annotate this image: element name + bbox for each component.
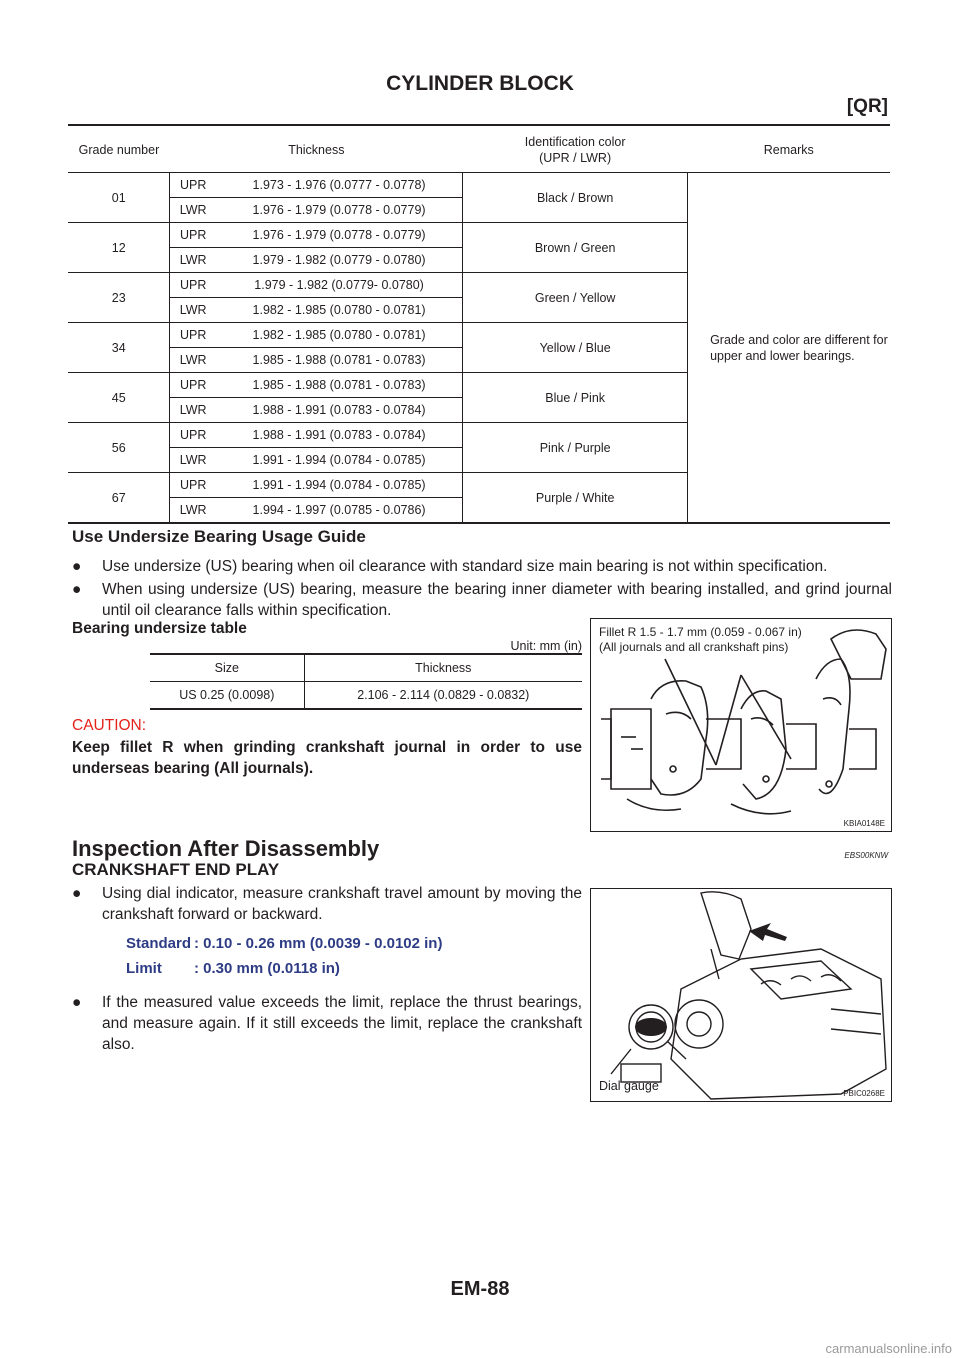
- identification-color: Blue / Pink: [463, 373, 688, 423]
- lwr-label: LWR: [170, 498, 216, 524]
- lwr-thickness: 1.982 - 1.985 (0.0780 - 0.0781): [216, 298, 463, 323]
- upr-thickness: 1.991 - 1.994 (0.0784 - 0.0785): [216, 473, 463, 498]
- upr-thickness: 1.985 - 1.988 (0.0781 - 0.0783): [216, 373, 463, 398]
- lwr-thickness: 1.985 - 1.988 (0.0781 - 0.0783): [216, 348, 463, 373]
- upr-thickness: 1.982 - 1.985 (0.0780 - 0.0781): [216, 323, 463, 348]
- lwr-label: LWR: [170, 248, 216, 273]
- identification-color: Yellow / Blue: [463, 323, 688, 373]
- figure-code: KBIA0148E: [843, 819, 885, 828]
- header-identification-color: Identification color (UPR / LWR): [463, 128, 688, 173]
- page-number: EM-88: [450, 1278, 510, 1300]
- identification-color: Green / Yellow: [463, 273, 688, 323]
- undersize-header-thickness: Thickness: [304, 654, 582, 682]
- table-row: [150, 682, 582, 710]
- page-title: CYLINDER BLOCK: [386, 72, 574, 95]
- header-grade-number: Grade number: [68, 128, 170, 173]
- inspection-heading: Inspection After Disassembly: [72, 836, 380, 861]
- undersize-table-title: Bearing undersize table: [72, 620, 247, 637]
- crankshaft-illustration: [591, 619, 891, 831]
- undersize-table-unit: Unit: mm (in): [510, 639, 582, 653]
- upr-label: UPR: [170, 473, 216, 498]
- caution-text: Keep fillet R when grinding crankshaft journal in order to use underseas bearing (All journals).: [72, 739, 582, 777]
- caution-label: CAUTION:: [72, 717, 147, 734]
- upr-label: UPR: [170, 223, 216, 248]
- lwr-label: LWR: [170, 348, 216, 373]
- upr-thickness: 1.976 - 1.979 (0.0778 - 0.0779): [216, 223, 463, 248]
- lwr-label: LWR: [170, 298, 216, 323]
- lwr-label: LWR: [170, 448, 216, 473]
- grade-number: 01: [111, 190, 126, 205]
- header-remarks: Remarks: [688, 128, 890, 173]
- remarks: Grade and color are different for upper and lower bearings.: [688, 173, 890, 524]
- header-thickness: Thickness: [170, 128, 463, 173]
- grade-number: 23: [68, 273, 170, 323]
- grade-number: 34: [68, 323, 170, 373]
- grade-number: 12: [68, 223, 170, 273]
- lwr-label: LWR: [170, 398, 216, 423]
- upr-label: UPR: [170, 423, 216, 448]
- dial-gauge-figure: [590, 888, 892, 1102]
- undersize-header-size: Size: [150, 654, 304, 682]
- upr-thickness: 1.988 - 1.991 (0.0783 - 0.0784): [216, 423, 463, 448]
- grade-number: 45: [68, 373, 170, 423]
- bullet-icon: ●: [72, 581, 82, 598]
- lwr-thickness: 1.976 - 1.979 (0.0778 - 0.0779): [216, 198, 463, 223]
- fillet-caption: Fillet R 1.5 - 1.7 mm (0.059 - 0.067 in) (All journals and all crankshaft pins): [599, 625, 802, 654]
- undersize-thickness: 2.106 - 2.114 (0.0829 - 0.0832): [304, 682, 582, 710]
- lwr-thickness: 1.991 - 1.994 (0.0784 - 0.0785): [216, 448, 463, 473]
- grade-table-header: [68, 128, 890, 173]
- bullet-icon: ●: [72, 885, 82, 902]
- lwr-thickness: 1.979 - 1.982 (0.0779 - 0.0780): [216, 248, 463, 273]
- upr-label: UPR: [170, 373, 216, 398]
- watermark: carmanualsonline.info: [825, 1341, 952, 1356]
- header-rule: [68, 124, 890, 126]
- model-tag: [QR]: [846, 96, 888, 117]
- spec-limit: Limit : 0.30 mm (0.0118 in): [126, 960, 340, 977]
- identification-color: Black / Brown: [463, 173, 688, 223]
- end-play-subheading: CRANKSHAFT END PLAY: [72, 860, 280, 879]
- lwr-label: LWR: [170, 198, 216, 223]
- upr-thickness: 1.979 - 1.982 (0.0779- 0.0780): [216, 273, 463, 298]
- grade-number: 67: [68, 473, 170, 524]
- upr-label: UPR: [170, 173, 216, 198]
- upr-label: UPR: [170, 323, 216, 348]
- identification-color: Purple / White: [463, 473, 688, 524]
- undersize-table: [150, 653, 582, 710]
- upr-label: UPR: [170, 273, 216, 298]
- dial-gauge-caption: Dial gauge: [599, 1079, 659, 1093]
- spec-standard: Standard : 0.10 - 0.26 mm (0.0039 - 0.0102 in): [126, 935, 443, 952]
- grade-number: 56: [68, 423, 170, 473]
- bearing-grade-table: [68, 128, 890, 524]
- undersize-heading: Use Undersize Bearing Usage Guide: [72, 527, 366, 546]
- lwr-thickness: 1.988 - 1.991 (0.0783 - 0.0784): [216, 398, 463, 423]
- upr-thickness: 1.973 - 1.976 (0.0777 - 0.0778): [252, 178, 426, 192]
- identification-color: Brown / Green: [463, 223, 688, 273]
- identification-color: Pink / Purple: [463, 423, 688, 473]
- undersize-size: US 0.25 (0.0098): [150, 682, 304, 710]
- section-code: EBS00KNW: [844, 851, 888, 860]
- figure-code: PBIC0268E: [843, 1089, 885, 1098]
- bullet-icon: ●: [72, 558, 82, 575]
- crankshaft-fillet-figure: [590, 618, 892, 832]
- bullet-icon: ●: [72, 994, 82, 1011]
- dial-gauge-illustration: [591, 889, 891, 1101]
- table-row: [68, 173, 890, 198]
- lwr-thickness: 1.994 - 1.997 (0.0785 - 0.0786): [216, 498, 463, 524]
